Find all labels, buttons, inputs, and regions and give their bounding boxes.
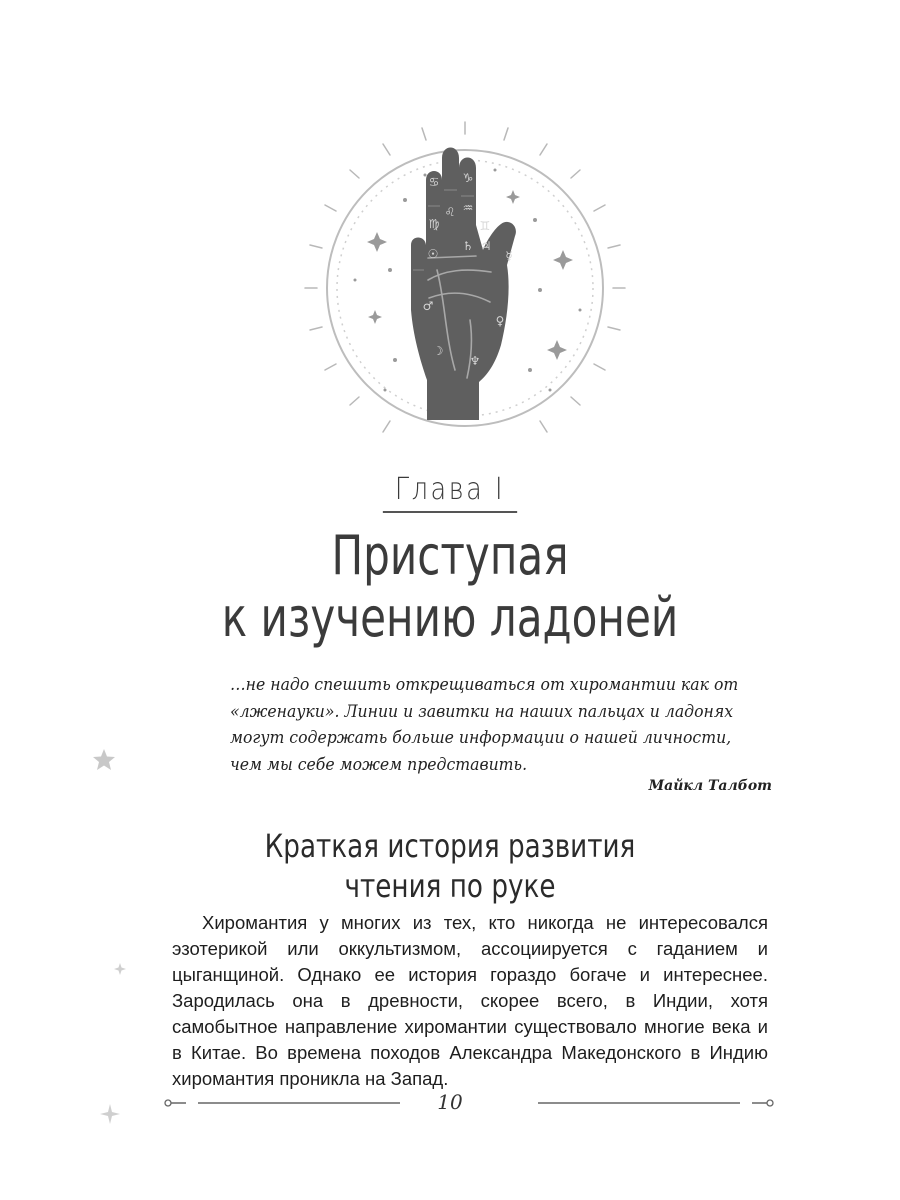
capricorn-symbol: ♑	[462, 171, 474, 185]
leo-symbol: ♌	[444, 205, 456, 219]
body-paragraph: Хиромантия у многих из тех, кто никогда не интересовался эзотерикой или оккультизмом, ассоциируется с гаданием и цыганщиной. Однако ее история гораздо богаче и интереснее. Зародилась она в древности, скорее всего, в Индии, хотя самобытное направление хиромантии существовало многие века и в Китае. Во времена походов Александра Македонского в Индию хиромантия проникла на Запад.	[172, 912, 768, 1089]
chapter-title-line-2: к изучению ладоней	[221, 586, 679, 649]
epigraph-quote	[230, 672, 762, 778]
gemini-symbol: ♊	[479, 219, 491, 233]
epigraph-author: Майкл Талбот	[648, 778, 772, 794]
section-title	[81, 826, 819, 906]
star-icon	[92, 748, 116, 772]
saturn-symbol: ♄	[462, 239, 474, 253]
chapter-label	[68, 472, 833, 513]
footer-ornament-right	[536, 1092, 776, 1114]
chapter-title	[99, 525, 801, 649]
epigraph-line-4: чем мы себе можем представить.	[230, 754, 528, 774]
palmistry-hand-emblem	[295, 120, 635, 450]
mercury-symbol: ☿	[505, 249, 513, 263]
section-title-line-2: чтения по руке	[344, 867, 556, 905]
epigraph-line-3: могут содержать больше информации о нашей личности,	[230, 728, 732, 747]
virgo-symbol: ♍	[428, 217, 440, 231]
cancer-symbol: ♋	[428, 175, 440, 189]
moon-symbol: ☽	[432, 344, 444, 358]
chapter-title-line-1: Приступая	[331, 524, 569, 587]
chapter-label-text: Глава I	[383, 472, 517, 513]
mars-symbol: ♂	[422, 299, 434, 313]
neptune-symbol: ♆	[469, 354, 481, 368]
venus-symbol: ♀	[495, 314, 505, 328]
sun-symbol: ☉	[427, 247, 439, 261]
hand-silhouette	[411, 148, 516, 421]
section-title-line-1: Краткая история развития	[264, 827, 636, 865]
epigraph-line-1: …не надо спешить открещиваться от хиромантии как от	[230, 675, 739, 694]
aquarius-symbol: ♒	[462, 201, 474, 215]
page-number: 10	[437, 1090, 463, 1114]
jupiter-symbol: ♃	[480, 239, 492, 253]
sparkle-icon	[114, 963, 126, 975]
epigraph-line-2: «лженауки». Линии и завитки на наших пальцах и ладонях	[230, 701, 734, 721]
